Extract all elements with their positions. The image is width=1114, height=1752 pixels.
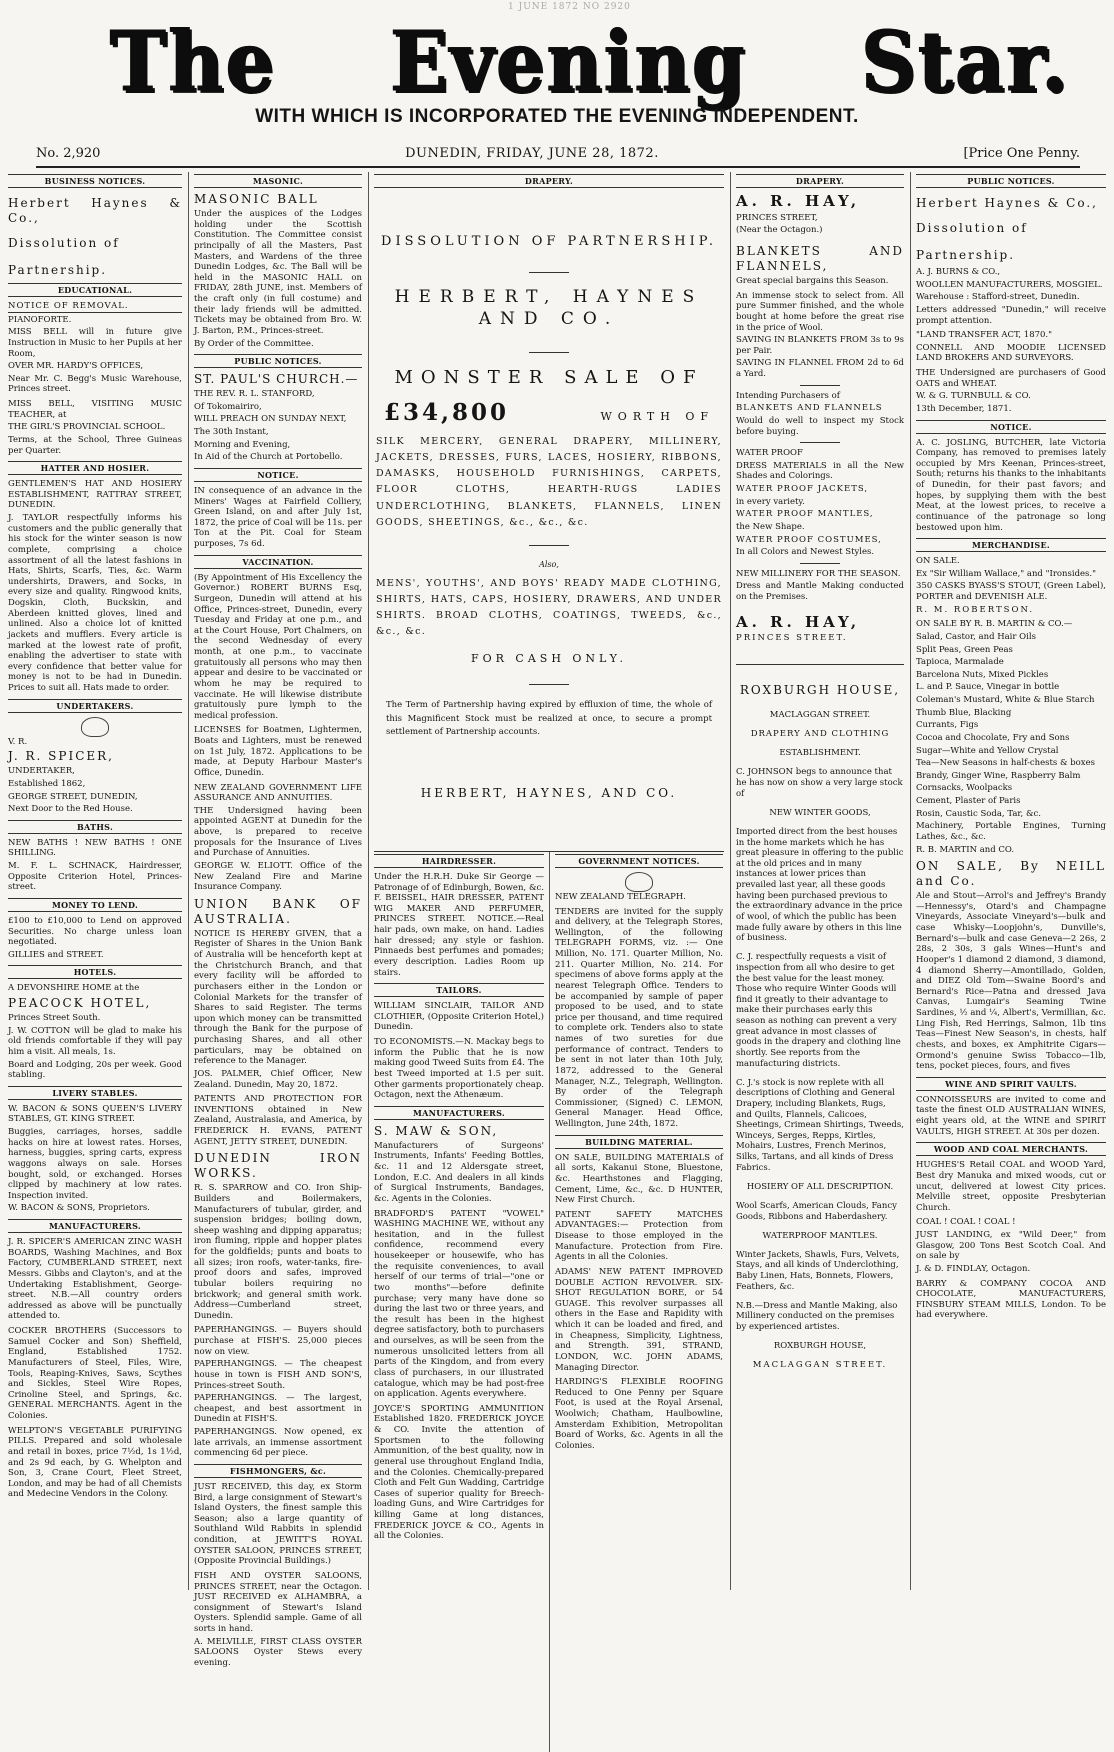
ad-body: HARDING'S FLEXIBLE ROOFING Reduced to One Penny per Square Foot, is used at the Royal Arsenal, Woolwich; Chatham, Haulbowline, Amsterdam Exhibition, Metropolitan Board of Works, &c. Agents in all the Colonies. — [555, 1377, 723, 1451]
colliery-notice — [194, 486, 362, 550]
ad-body: R. S. SPARROW and CO. Iron Ship-Builders and Boilermakers, Manufacturers of tubular, girder, and suspension bridges; boiling down, sheep washing and dipping apparatus; iron fluming, ripple and hopper plates for the goldfields; punts and boats to all sizes; iron roofs, water-tanks, fire-proof doors and safes, improved tubular boilers requiring no brickwork; and general smith work. Address—Cumberland street, Dunedin. — [194, 1183, 362, 1321]
price: [Price One Penny. — [963, 146, 1080, 161]
ad-line: NEW MILLINERY FOR THE SEASON. — [736, 568, 901, 579]
ad-body: Wool Scarfs, American Clouds, Fancy Goods, Ribbons and Haberdashery. — [736, 1200, 897, 1222]
ad-title: ON SALE. — [916, 556, 960, 567]
vaccination-notice — [194, 573, 362, 722]
ad-line: WATERPROOF MANTLES. — [762, 1230, 878, 1241]
ad-body: PAPERHANGINGS. Now opened, ex late arrivals, an immense assortment commencing 6d per piece. — [194, 1427, 362, 1459]
ad-signature: R. B. MARTIN and CO. — [916, 844, 1015, 855]
divider — [800, 385, 840, 386]
tailor-ad — [374, 1001, 544, 1033]
ad-title: PEACOCK HOTEL, — [8, 996, 152, 1010]
section-heading: HATTER AND HOSIER. — [8, 461, 182, 475]
oyster-saloon-ad — [194, 1482, 362, 1567]
dissolution-line: DISSOLUTION OF PARTNERSHIP. — [381, 234, 717, 249]
ad-title: "LAND TRANSFER ACT, 1870." — [916, 330, 1053, 341]
bradford-ad — [374, 1209, 544, 1400]
ad-line: ROXBURGH HOUSE, — [773, 1341, 867, 1352]
herbert-haynes-ad — [8, 196, 182, 278]
ad-body: PATENTS AND PROTECTION FOR INVENTIONS obtained in New Zealand, Australasia, and America, by FREDERICK H. EVANS, PATENT AGENT, JETTY STREET, DUNEDIN. — [194, 1094, 362, 1147]
licenses-notice — [194, 725, 362, 778]
section-heading: UNDERTAKERS. — [8, 699, 182, 713]
ad-body: NOTICE IS HEREBY GIVEN, that a Register of Shares in the Union Bank of Australia will be henceforth kept at the Christchurch Branch, and that every facility will be afforded to purchasers either in the London or Colonial Markets for the transfer of Shares to said Register. The terms upon which money can be transmitted through the Bank for the purpose of purchasing Shares, and all other particulars, may be obtained on reference to the Manager. — [194, 928, 362, 1067]
patents-ad — [194, 1094, 362, 1147]
ad-line: Dissolution of — [916, 221, 1028, 235]
ad-title: ON SALE, By NEILL and Co. — [916, 859, 1106, 889]
ad-body: 350 CASKS BYASS'S STOUT, (Green Label), PORTER and DEVENISH ALE. — [916, 581, 1106, 602]
divider — [529, 545, 569, 546]
ad-signature: GILLIES and STREET. — [8, 949, 104, 960]
ad-body: N.B.—Dress and Mantle Making, also Millinery conducted on the premises by experienced artistes. — [736, 1300, 898, 1332]
column-2 — [194, 172, 362, 1668]
column-rule — [549, 852, 550, 1752]
ad-line: HOSIERY OF ALL DESCRIPTION. — [746, 1181, 894, 1192]
list-item: L. and P. Sauce, Vinegar in bottle — [916, 682, 1060, 693]
royal-crest-icon — [625, 872, 653, 892]
ad-line: Of Tokomairiro, — [194, 401, 262, 412]
maw-ad — [374, 1124, 544, 1205]
ad-body: Under the H.R.H. Duke Sir George — Patronage of of Edinburgh, Bowen, &c. F. BEISSEL, HAIR DRESSER, PATENT WIG MAKER AND PERFUMER, PRINCES STREET. NOTICE.—Real hair pads, own make, on hand. Ladies hair dressed; any style or fashion. Pinnaeds best perfumes and pomades; every description. Ladies Room up stairs. — [374, 871, 544, 978]
ad-body: A. C. JOSLING, BUTCHER, late Victoria Company, has removed to premises lately occupied by Mrs Keenan, Princes-street, South; returns his thanks to the inhabitants of Dunedin, for their past favors; and hopes, by supplying them with the best Meat, at the lowest prices, to receive a continuance of the patronage so long bestowed upon him. — [916, 437, 1106, 533]
ad-body: JOYCE'S SPORTING AMMUNITION Established 1820. FREDERICK JOYCE & CO. Invite the attention of Sportsmen to the following Ammunition, of the best quality, now in general use throughout England India, and the Colonies. Chemically-prepared Cloth and Felt Gun Wadding, Cartridge Cases of superior quality for Breech-loading Guns, and Wire Cartridges for killing Game at long distances, FREDERICK JOYCE & CO., Agents in all the Colonies. — [374, 1403, 544, 1542]
ad-signature: By Order of the Committee. — [194, 338, 314, 349]
dateline — [36, 146, 1080, 168]
column-5 — [916, 172, 1106, 1590]
ad-body: Near Mr. C. Begg's Music Warehouse, Princes street. — [8, 373, 182, 395]
matches-ad — [555, 1210, 723, 1263]
ad-line: A DEVONSHIRE HOME at the — [8, 983, 140, 994]
welpton-ad — [8, 1426, 182, 1500]
ad-body: Imported direct from the best houses in the home markets which he has great pleasure in offering to the public at the old prices and in many instances at lower prices than prevailed last year, all these goods having been purchased previous to the extraordinary advance in the price of wool, of which the public has been made fully aware by others in this line of business. — [736, 826, 904, 944]
ad-line: 13th December, 1871. — [916, 403, 1012, 414]
money-ad — [8, 916, 182, 961]
ad-line: ESTABLISHMENT. — [779, 748, 861, 759]
monster-sale-line: MONSTER SALE OF — [394, 366, 704, 388]
ad-body: Winter Jackets, Shawls, Furs, Velvets, Stays, and all kinds of Underclothing, Baby Linen, Hats, Bonnets, Flowers, Feathers, &c. — [736, 1249, 900, 1292]
ad-line: MACLAGGAN STREET. — [752, 1360, 888, 1371]
ad-title: A. J. BURNS & CO., — [916, 267, 1001, 277]
ad-body: ON SALE, BUILDING MATERIALS of all sorts, Kakanui Stone, Bluestone, &c. Hearthstones and Flagging, Cement, Lime, &c., &c. D HUNTER, New First Church. — [555, 1152, 723, 1206]
ad-signature: A. MELVILLE, FIRST CLASS OYSTER SALOONS Oyster Stews every evening. — [194, 1636, 362, 1668]
ad-line: Princes Street South. — [8, 1013, 101, 1023]
section-heading: DRAPERY. — [374, 174, 724, 188]
ad-title: ST. PAUL'S CHURCH.— — [194, 372, 359, 387]
ad-body: THE Undersigned are purchasers of Good OATS and WHEAT. — [916, 368, 1106, 389]
list-item: Salad, Castor, and Hair Oils — [916, 631, 1036, 642]
ad-title: NOTICE OF REMOVAL. — [8, 301, 182, 313]
hughes-coal-ad — [916, 1160, 1106, 1213]
list-item: Cocoa and Chocolate, Fry and Sons — [916, 732, 1070, 743]
ad-body: JUST RECEIVED, this day, ex Storm Bird, a large consignment of Stewart's Island Oysters, the finest sample this Season; also a large quantity of Southland Wild Rabbits in splendid condition, at JEWITT'S ROYAL OYSTER SALOON, PRINCES STREET, (Opposite Provincial Buildings.) — [194, 1481, 362, 1567]
section-heading: BUSINESS NOTICES. — [8, 174, 182, 188]
ad-body: CONNELL AND MOODIE LICENSED LAND BROKERS AND SURVEYORS. — [916, 342, 1106, 364]
ad-line: Dress and Mantle Making conducted on the Premises. — [736, 581, 904, 602]
ad-title: ROXBURGH HOUSE, — [739, 683, 901, 697]
undertaker-ad — [8, 717, 182, 815]
ad-line: PIANOFORTE. — [8, 314, 72, 325]
section-heading: MANUFACTURERS. — [8, 1219, 182, 1233]
ad-line: SAVING IN BLANKETS FROM 3s to 9s per Pair. — [736, 335, 904, 356]
firm-signature: HERBERT, HAYNES, AND CO. — [420, 785, 678, 800]
ad-body: J. R. SPICER'S AMERICAN ZINC WASH BOARDS, Washing Machines, and Box Factory, CUMBERLAND STREET, next Messrs. Gibbs and Clayton's, and at the Undertaking Establishment, George-street. N.B.—All country orders addressed as above will be punctually attended to. — [8, 1237, 182, 1322]
ad-line: Dissolution of — [8, 236, 120, 250]
column-4 — [736, 172, 904, 1590]
ad-line: WATER PROOF JACKETS, — [736, 484, 869, 494]
ad-line: MACLAGGAN STREET. — [769, 710, 871, 720]
column-rule — [910, 172, 911, 1590]
section-heading: BUILDING MATERIAL. — [555, 1135, 723, 1149]
ad-signature: W. & G. TURNBULL & CO. — [916, 391, 1031, 402]
ad-title: MISS BELL, VISITING MUSIC TEACHER, at — [8, 399, 182, 420]
ad-line: In Aid of the Church at Portobello. — [194, 452, 343, 463]
title-word-evening: Evening — [390, 12, 748, 110]
list-item: Brandy, Ginger Wine, Raspberry Balm — [916, 770, 1081, 781]
goods-list: SILK MERCERY, GENERAL DRAPERY, MILLINERY, JACKETS, DRESSES, FURS, LACES, HOSIERY, RIBBONS, DAMASKS, HOUSEHOLD FURNISHINGS, CARPETS, FLOOR CLOTHS, HEARTH-RUGS LADIES UNDERCLOTHING, BLANKETS, FLANNELS, LINEN GOODS, SHEETINGS, &c., &c., &c. — [376, 436, 722, 528]
ad-line: PRINCES STREET, — [736, 212, 818, 223]
section-heading: MASONIC. — [194, 174, 362, 188]
ad-line: Ex "Sir William Wallace," and "Ironsides." — [916, 568, 1097, 579]
ad-body: CONNOISSEURS are invited to come and taste the finest OLD AUSTRALIAN WINES, eight years old, at the WINE and SPIRIT VAULTS, HIGH STREET. At 30s per dozen. — [916, 1094, 1106, 1137]
paperhangings-ad — [194, 1325, 362, 1459]
ad-line: Board and Lodging, 20s per week. Good stabling. — [8, 1059, 182, 1081]
iron-works-ad — [194, 1151, 362, 1321]
section-heading: FISHMONGERS, &c. — [194, 1464, 362, 1478]
ad-line: Intending Purchasers of — [736, 390, 840, 401]
joyce-ad — [374, 1404, 544, 1542]
roxburgh-ad — [736, 664, 904, 1371]
ad-line: PRINCES STREET. — [736, 633, 848, 644]
ad-line: Partnership. — [8, 263, 108, 277]
ad-body: C. J. respectfully requests a visit of inspection from all who desire to get the best value for the least money. Those who require Winter Goods will find it greatly to their advantage to make their purchases early this season as nothing can prevent a very great advance in most classes of goods in the drapery and clothing line shortly. See reports from the manufacturing districts. — [736, 952, 901, 1069]
ad-line: Great special bargains this Season. — [736, 276, 889, 286]
cash-only-line: FOR CASH ONLY. — [471, 652, 627, 666]
list-item: Cement, Plaster of Paris — [916, 796, 1021, 806]
section-heading: MONEY TO LEND. — [8, 898, 182, 912]
section-heading: HOTELS. — [8, 965, 182, 979]
ad-line: Next Door to the Red House. — [8, 804, 133, 815]
ad-title: NEW BATHS ! NEW BATHS ! ONE SHILLING. — [8, 837, 182, 859]
issue-number: No. 2,920 — [36, 146, 101, 161]
section-heading: TAILORS. — [374, 983, 544, 997]
ad-body: J. W. COTTON will be glad to make his old friends comfortable if they will pay him a visit. All meals, 1s. — [8, 1025, 182, 1057]
list-item: Barcelona Nuts, Mixed Pickles — [916, 669, 1049, 680]
roofing-ad — [555, 1377, 723, 1451]
newspaper-subtitle: WITH WHICH IS INCORPORATED THE EVENING INDEPENDENT. — [255, 106, 859, 127]
ad-body: TENDERS are invited for the supply and delivery, at the Telegraph Stores, Wellington, of the following TELEGRAPH FORMS, viz. :— One Million, No. 171. Quarter Million, No. 211. Quarter Million, No. 214. For specimens of above forms apply at the nearest Telegraph Office. Tenders to be accompanied by sample of paper proposed to be used, and to state price per thousand, and time required to complete ork. Tenders also to state names of two sureties for due performance of contract. Tenders to be sent in not later than 10th July, 1872, addressed to the General Manager, N.Z., Telegraph, Wellington. By order of the Telegraph Commissioner, (Signed) C. LEMON, General Manager. Head Office, Wellington, June 24th, 1872. — [555, 906, 723, 1130]
ad-body: Under the auspices of the Lodges holding under the Scottish Constitution. The Committee consist principally of all the Masters, Past Masters, and Wardens of the three Dunedin Lodges, &c. The Ball will be held in the MASONIC HALL on FRIDAY, 28th JUNE, inst. Members of the craft only (in full costume) and their lady friends will be admitted. Tickets may be obtained from Bro. W. J. Barton, P.M., Princes-street. — [194, 209, 362, 336]
list-item: Tea—New Seasons in half-chests & boxes — [916, 758, 1095, 769]
ad-line: OVER MR. HARDY'S OFFICES, — [8, 361, 144, 372]
divider — [529, 684, 569, 685]
ad-body: Buggies, carriages, horses, saddle hacks on hire at lowest rates. Horses, harness, buggies, spring carts, express waggons always on sale. Horses bought, sold, or exchanged. Horses clipped by machinery at low rates. Inspection invited. — [8, 1127, 182, 1201]
bell-teacher-ad — [8, 399, 182, 456]
royal-crest-icon — [81, 717, 109, 737]
divider — [800, 442, 840, 443]
column-3a — [374, 852, 544, 1546]
josling-ad — [916, 438, 1106, 534]
list-item: Rosin, Caustic Soda, Tar, &c. — [916, 808, 1041, 819]
section-heading: LIVERY STABLES. — [8, 1086, 182, 1100]
ad-title: NEW ZEALAND TELEGRAPH. — [555, 891, 686, 902]
telegraph-body — [555, 907, 723, 1130]
nz-life-assurance-ad — [194, 783, 362, 893]
column-3b — [555, 852, 723, 1456]
hairdresser-ad — [374, 872, 544, 978]
ad-body: WELPTON'S VEGETABLE PURIFYING PILLS. Prepared and sold wholesale and retail in boxes, price 7½d, 1s 1½d, and 2s 9d each, by G. Whelpton and Son, 3, Crane Court, Fleet Street, London, and may be had of all Chemists and Medecine Vendors in the Colony. — [8, 1425, 182, 1500]
also-line: Also, — [539, 559, 559, 569]
section-heading: HAIRDRESSER. — [374, 854, 544, 868]
list-item: Tapioca, Marmalade — [916, 657, 1004, 668]
newspaper-title — [110, 12, 1070, 110]
ad-body: TO ECONOMISTS.—N. Mackay begs to inform the Public that he is now making good Tweed Suits from £4. The best Tweed imported at 1.5 per suit. Other garments proportionately cheap. Octagon, next the Athenæum. — [374, 1037, 544, 1101]
ad-signature: GEORGE W. ELIOTT. Office of the New Zealand Fire and Marine Insurance Company. — [194, 860, 362, 893]
findlay-coal-ad — [916, 1217, 1106, 1274]
ad-title: DUNEDIN IRON WORKS. — [194, 1151, 362, 1181]
column-1 — [8, 172, 182, 1590]
ad-body: JUST LANDING, ex "Wild Deer," from Glasgow, 200 Tons Best Scotch Coal. And on sale by — [916, 1230, 1106, 1262]
ad-body: An immense stock to select from. All pure Summer finished, and the whole bought at home before the great rise in the price of Wool. — [736, 290, 904, 333]
ad-body: Manufacturers of Surgeons' Instruments, Infants' Feeding Bottles, &c. 11 and 12 Aldersgate street, London, E.C. And dealers in all kinds of Surgical Instruments, Bandages, &c. Agents in the Colonies. — [374, 1140, 544, 1204]
ad-title: COAL ! COAL ! COAL ! — [916, 1217, 1016, 1228]
section-heading: NOTICE. — [194, 468, 362, 482]
ad-title: J. R. SPICER, — [8, 749, 114, 764]
burns-ad — [916, 267, 1106, 326]
ad-body: PATENT SAFETY MATCHES ADVANTAGES:— Protection from Disease to those employed in the Manufacture. Protection from Fire. Agents in all the Colonies. — [555, 1209, 723, 1263]
ad-line: Morning and Evening, — [194, 439, 291, 450]
ad-line: WATER PROOF MANTLES, — [736, 509, 874, 520]
list-item: Machinery, Portable Engines, Turning Lathes, &c., &c. — [916, 821, 1106, 842]
section-heading: WOOD AND COAL MERCHANTS. — [916, 1142, 1106, 1156]
ad-line: THE GIRL'S PROVINCIAL SCHOOL. — [8, 422, 166, 433]
column-rule — [188, 172, 189, 1590]
ad-line: DRESS MATERIALS in all the New Shades and Colorings. — [736, 460, 904, 482]
divider — [529, 272, 569, 273]
section-heading: PUBLIC NOTICES. — [194, 354, 362, 368]
ad-body: PAPERHANGINGS. — Buyers should purchase at FISH'S. 25,000 pieces now on view. — [194, 1325, 362, 1357]
telegraph-ad — [555, 872, 723, 903]
divider — [529, 352, 569, 353]
ad-body: BARRY & COMPANY COCOA AND CHOCOLATE, MANUFACTURERS, FINSBURY STEAM MILLS, London. To be had everywhere. — [916, 1278, 1106, 1321]
column-3 — [374, 172, 724, 1590]
ad-body: IN consequence of an advance in the Miners' Wages at Fairfield Colliery, Green Island, on and after July 1st, 1872, the price of Coal will be 11s. per Ton at the Pit. Coal for Steam purposes, 7s 6d. — [194, 485, 362, 549]
turnbull-ad — [916, 368, 1106, 415]
section-heading: WINE AND SPIRIT VAULTS. — [916, 1077, 1106, 1091]
merchandise-ad — [916, 556, 1106, 615]
ad-line: UNDERTAKER, — [8, 766, 75, 777]
monster-sale-ad — [374, 234, 724, 801]
sale-amount: £34,800 — [384, 399, 510, 427]
ad-title: MASONIC BALL — [194, 192, 319, 206]
masonic-ad — [194, 192, 362, 349]
list-item: Currants, Figs — [916, 720, 979, 731]
column-rule — [730, 172, 731, 1590]
masthead-faint-stamp: 1 JUNE 1872 NO 2920 — [508, 2, 631, 12]
ad-line: DRAPERY AND CLOTHING — [750, 729, 890, 740]
ad-body: ADAMS' NEW PATENT IMPROVED DOUBLE ACTION REVOLVER. SIX-SHOT REGULATION BORE, or 54 GUAGE. This revolver surpasses all others in the Ease and Rapidity with which it can be loaded and fired, and in Cheapness, Simplicity, Lightness, and Strength. 391, STRAND, LONDON, W.C. JOHN ADAMS, Managing Director. — [555, 1266, 723, 1373]
ad-signature: J. & D. FINDLAY, Octagon. — [916, 1263, 1031, 1274]
ad-signature: JOS. PALMER, Chief Officer, New Zealand. Dunedin, May 20, 1872. — [194, 1068, 362, 1090]
land-transfer-ad — [916, 330, 1106, 364]
worth-of-line: WORTH OF — [600, 410, 714, 424]
spicer-manufacturers-ad — [8, 1237, 182, 1322]
hay-body — [736, 291, 904, 644]
ad-title: UNION BANK OF AUSTRALIA. — [194, 896, 362, 926]
ad-body: PAPERHANGINGS. — The cheapest house in town is FISH AND SON'S, Princes-street South. — [194, 1359, 362, 1391]
section-heading: BATHS. — [8, 820, 182, 834]
list-item: Cornsacks, Woolpacks — [916, 783, 1013, 794]
ad-title: A. R. HAY, — [736, 192, 861, 210]
ad-body: HUGHES'S Retail COAL and WOOD Yard, Best dry Manuka and mixed woods, cut or uncut, delivered at lowest City prices. Melville street, opposite Presbyterian Church. — [916, 1160, 1106, 1213]
cocker-ad — [8, 1326, 182, 1422]
livery-ad — [8, 1104, 182, 1214]
ad-line: Would do well to inspect my Stock before buying. — [736, 415, 904, 437]
column-3-lower — [374, 851, 724, 1542]
herbert-haynes-ad — [916, 196, 1106, 263]
union-bank-ad — [194, 897, 362, 1090]
hay-ad — [736, 192, 904, 287]
ad-line: SAVING IN FLANNEL FROM 2d to 6d a Yard. — [736, 358, 904, 379]
newspaper-page — [4, 172, 1110, 1668]
ad-body: J. TAYLOR respectfully informs his customers and the public generally that his stock for the winter season is now complete, comprising a choice assortment of all the latest fashions in Hats, Shirts, Scarfs, Ties, &c. Warm undershirts, Drawers, and Socks, in every size and quality. Ringwood knits, Dogskin, Cloth, Buckskin, and Aberdeen knitted gloves, lined and unlined. Also a choice lot of knitted jackets and mufflers. Every article is marked at the lowest rate of profit, enabling the advertiser to state with every confidence that better value for money is not to be had in Dunedin. Prices to suit all. Hats made to order. — [8, 513, 182, 693]
vr-mark: V. R. — [8, 736, 28, 747]
ad-body: M. F. L. SCHNACK, Hairdresser, Opposite Criterion Hotel, Princes-street. — [8, 861, 182, 893]
ad-line: WATER PROOF — [736, 448, 803, 459]
ad-line: Warehouse : Stafford-street, Dunedin. — [916, 292, 1080, 303]
ad-line: WOOLLEN MANUFACTURERS, MOSGIEL. — [916, 279, 1103, 290]
list-item: Thumb Blue, Blacking — [916, 707, 1012, 718]
baths-ad — [8, 838, 182, 893]
ad-line: NEW WINTER GOODS, — [769, 807, 871, 818]
ad-line: In all Colors and Newest Styles. — [736, 547, 875, 558]
ad-body: MISS BELL will in future give Instruction in Music to her Pupils at her Room, — [8, 327, 182, 359]
ad-line: BLANKETS AND FLANNELS — [736, 403, 883, 414]
ad-line: THE REV. R. L. STANFORD, — [194, 389, 315, 400]
ad-title: W. BACON & SONS QUEEN'S LIVERY STABLES, GT. KING STREET. — [8, 1103, 182, 1125]
list-item: Sugar—White and Yellow Crystal — [916, 745, 1059, 756]
ad-body: Terms, at the School, Three Guineas per Quarter. — [8, 434, 182, 456]
building-ad — [555, 1153, 723, 1206]
section-heading: MERCHANDISE. — [916, 538, 1106, 552]
section-heading: GOVERNMENT NOTICES. — [555, 854, 723, 868]
masthead — [0, 0, 1114, 140]
ad-title: ON SALE BY R. B. MARTIN & CO.— — [916, 619, 1073, 630]
ad-body: PAPERHANGINGS. — The largest, cheapest, and best assortment in Dunedin at FISH'S. — [194, 1393, 362, 1425]
ad-title: BLANKETS AND FLANNELS, — [736, 244, 904, 273]
ad-body: C. JOHNSON begs to announce that he has now on show a very large stock of — [736, 767, 903, 799]
ad-line: Herbert Haynes & Co., — [8, 196, 182, 225]
ad-body: (By Appointment of His Excellency the Governor.) ROBERT BURNS Esq, Surgeon, Dunedin will attend at his Office, Princes-street, Dunedin, every Tuesday and Friday at one p.m., and at the Court House, Port Chalmers, on the second Wednesday of every month, at one p.m., to vaccinate gratuitously all persons who may then appear and desire to be vaccinated or whom he may be required to vaccinate. He will likewise distribute gratuitously pure lymph to the medical profession. — [194, 572, 362, 721]
ad-body: COCKER BROTHERS (Successors to Samuel Cocker and Son) Sheffield, England, Established 1752. Manufacturers of Steel, Files, Wire, Tools, Reaping-Knives, Saws, Scythes and Sickles, Steel Wire Ropes, Crinoline Steel, and Springs, &c. GENERAL MERCHANTS. Agent in the Colonies. — [8, 1326, 182, 1421]
martin-ad — [916, 619, 1106, 855]
revolver-ad — [555, 1267, 723, 1373]
ad-line: Herbert Haynes & Co., — [916, 196, 1098, 210]
ad-line: (Near the Octagon.) — [736, 225, 823, 236]
ad-line: Letters addressed "Dunedin," will receive prompt attention. — [916, 304, 1106, 326]
removal-notice — [8, 301, 182, 395]
ad-line: Partnership. — [916, 248, 1016, 262]
section-heading: EDUCATIONAL. — [8, 283, 182, 297]
melville-oyster-ad — [194, 1571, 362, 1669]
section-heading: VACCINATION. — [194, 555, 362, 569]
ad-signature: W. BACON & SONS, Proprietors. — [8, 1203, 150, 1214]
church-ad — [194, 372, 362, 463]
ad-signature: R. M. ROBERTSON. — [916, 604, 1035, 615]
hotel-ad — [8, 983, 182, 1080]
ad-line: The 30th Instant, — [194, 427, 269, 437]
divider — [800, 563, 840, 564]
ad-body: LICENSES for Boatmen, Lightermen, Boats and Lighters, must be renewed on 1st July, 1872. Applications to be made, at Deputy Harbour Master's Office, Dunedin. — [194, 725, 362, 778]
mens-goods-list: MENS', YOUTHS', AND BOYS' READY MADE CLOTHING, SHIRTS, HATS, CAPS, HOSIERY, DRAWERS, AND UNDER SHIRTS. BROAD CLOTHS, COATINGS, TWEEDS, &c., &c., &c. — [376, 577, 722, 638]
list-item: Split Peas, Green Peas — [916, 644, 1013, 655]
list-item: Coleman's Mustard, White & Blue Starch — [916, 695, 1095, 705]
ad-title: NEW ZEALAND GOVERNMENT LIFE ASSURANCE AND ANNUITIES. — [194, 782, 362, 804]
ad-body: FISH AND OYSTER SALOONS, PRINCES STREET, near the Octagon. JUST RECEIVED ex ALHAMBRA, a consignment of Stewart's Island Oysters. Splendid sample. Game of all sorts in hand. — [194, 1570, 362, 1634]
ad-line: in every variety. — [736, 496, 805, 507]
barry-cocoa-ad — [916, 1279, 1106, 1322]
ad-body: BRADFORD'S PATENT "VOWEL" WASHING MACHINE WE, without any hesitation, and in the fullest confidence, recommend every housekeeper or housewife, who has the requisite conveniences, to avail herself of our terms of trial—"one or two months"—before definite purchase; very many have done so during the last two or three years, and the result has been in the highest degree satisfactory, both to purchasers and ourselves, as will be seen from the numerous unsolicited letters from all parts of the Kingdom, and from every class of purchasers, in our illustrated catalogue, which may be had post-free on application. Agents everywhere. — [374, 1208, 544, 1400]
ad-body: Ale and Stout—Arrol's and Jeffrey's Brandy—Hennessy's, Otard's and Champagne Vineyards, Associate Vineyard's—bulk and case Whisky—Loopjohn's, Dunville's, Bernard's—bulk and case Geneva—2 26s, 2 28s, 2 30s, 3 gals Wines—Hunt's and Hooper's 1 diamond 2 diamond, 3 diamond, 4 diamond Sherry—Amontillado, Golden, and DIEZ Old Tom—Swaine Boord's and Bernard's Rice—Patna and dressed Java Canvas, Lumgair's Seaming Twine Sardines, ½ and ¼, Albert's, Vermillian, &c. Ling Fish, Red Herrings, Salmon, 1lb tins Teas—Finest New Season's, in chests, half chests, and boxes, ex Amphitrite Cigars—Ormond's genuine Swiss Tobacco—1lb, tens, pocket pieces, fours, and fives — [916, 891, 1106, 1072]
ad-body: £100 to £10,000 to Lend on approved Securities. No charge unless loan negotiated. — [8, 915, 182, 948]
ad-title: WILLIAM SINCLAIR, TAILOR AND CLOTHIER, (Opposite Criterion Hotel,) Dunedin. — [374, 1001, 544, 1033]
section-heading: MANUFACTURERS. — [374, 1106, 544, 1120]
place-date: DUNEDIN, FRIDAY, JUNE 28, 1872. — [405, 146, 659, 161]
title-word-the: The — [110, 12, 277, 110]
ad-title: A. R. HAY, — [736, 612, 861, 631]
ad-line: WATER PROOF COSTUMES, — [736, 534, 882, 545]
ad-line: GEORGE STREET, DUNEDIN, — [8, 791, 138, 802]
title-word-star: Star. — [861, 12, 1070, 110]
ad-body: C. J.'s stock is now replete with all descriptions of Clothing and General Drapery, including Blankets, Rugs, and Quilts, Flannels, Calicoes, Sheetings, Crimean Shirtings, Tweeds, Winceys, Serges, Repps, Kirtles, Mohairs, Lustres, French Merinos, Silks, Tartans, and all kinds of Dress Fabrics. — [736, 1077, 904, 1173]
firm-name: HERBERT, HAYNES AND CO. — [394, 287, 704, 329]
ad-title: S. MAW & SON, — [374, 1123, 499, 1138]
section-heading: PUBLIC NOTICES. — [916, 174, 1106, 188]
wine-vaults-ad — [916, 1095, 1106, 1138]
ad-line: Established 1862, — [8, 778, 86, 789]
ad-line: the New Shape. — [736, 521, 805, 532]
ad-body: THE Undersigned having been appointed AGENT at Dunedin for the above, is prepared to receive proposals for the Insurance of Lives and Purchase of Annuities. — [194, 805, 362, 859]
neill-ad — [916, 859, 1106, 1072]
section-heading: NOTICE. — [916, 420, 1106, 434]
partnership-term: The Term of Partnership having expired by effluxion of time, the whole of this Magnificent Stock must be realized at once, to secure a prompt settlement of Partnership accounts. — [386, 700, 712, 738]
column-rule — [368, 172, 369, 1590]
section-heading: DRAPERY. — [736, 174, 904, 188]
ad-title: GENTLEMEN'S HAT AND HOSIERY ESTABLISHMENT, RATTRAY STREET, DUNEDIN. — [8, 479, 182, 511]
ad-line: WILL PREACH ON SUNDAY NEXT, — [194, 414, 347, 425]
hatter-ad — [8, 479, 182, 694]
economists-ad — [374, 1037, 544, 1101]
